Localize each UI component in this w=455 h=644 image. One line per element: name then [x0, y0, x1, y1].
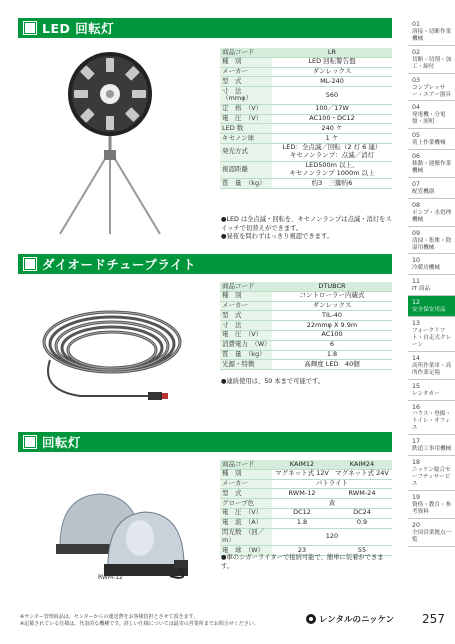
table-row: 閃光数 （回／m） 120 — [220, 528, 392, 546]
sidebar-item-12[interactable]: 12 安全保安用品 — [408, 296, 455, 317]
table-row: 寸 法 （mmφ） 560 — [220, 87, 392, 105]
note-line: ●車のシガーライターで接続可能で、簡単に装着ができます。 — [221, 554, 384, 570]
sidebar-item-05[interactable]: 05 荷上作業機械 — [408, 129, 455, 150]
section-title: LED 回転灯 — [42, 21, 115, 36]
sidebar-item-07[interactable]: 07 配管機器 — [408, 178, 455, 199]
table-row: 電 圧 （V） AC100 — [220, 330, 392, 340]
sidebar-item-16[interactable]: 16 ハウス・登揚・トイレ・オフィス — [408, 401, 455, 436]
rotating-spec-table — [220, 460, 392, 556]
sidebar-item-09[interactable]: 09 清掃・集塵・除湿用機械 — [408, 227, 455, 255]
note-line: ●LED は全点滅・回転を、キセノンランプは点滅・消灯をスイッチで切替えができます。 — [221, 216, 392, 232]
table-row: 発光方式 LED：全点滅／回転（2 灯 6 連） キセノンランプ：点滅／消灯 — [220, 143, 392, 161]
sidebar-item-03[interactable]: 03 コンプレッサー・エアー器具 — [408, 74, 455, 102]
table-row: 光源・特徴 高輝度 LED 40個 — [220, 360, 392, 370]
table-row: メーカー ダンレックス — [220, 301, 392, 311]
diode-tube-light-image — [20, 290, 200, 410]
table-row: 型 式 RWM-12 RWM-24 — [220, 489, 392, 499]
sidebar-item-11[interactable]: 11 IT 商品 — [408, 275, 455, 296]
sidebar-item-20[interactable]: 20 全国営業拠点一覧 — [408, 519, 455, 547]
table-row: 視認距離 LED500m 以上、 キセノンランプ 1000m 以上 — [220, 161, 392, 179]
table-row: 電 流 （A） 1.8 0.9 — [220, 518, 392, 528]
table-row: メーカー ダンレックス — [220, 67, 392, 77]
sidebar-item-10[interactable]: 10 冷暖房機械 — [408, 254, 455, 275]
sidebar-item-02[interactable]: 02 切断・切削・加工・締付 — [408, 46, 455, 74]
table-row: 電 球 （W） 23 55 — [220, 546, 392, 556]
table-row: 質 量 （kg） 1.8 — [220, 350, 392, 360]
logo-mark-icon — [306, 614, 316, 624]
sidebar-item-17[interactable]: 17 鉄道工事用機械 — [408, 435, 455, 456]
table-row: 型 式 ML-240 — [220, 77, 392, 87]
sidebar-item-19[interactable]: 19 資格・教育・参考資料 — [408, 491, 455, 519]
sidebar-item-18[interactable]: 18 ニッケン総合セーフティサービス — [408, 456, 455, 491]
tube-notes — [221, 378, 393, 387]
table-row: 消費電力 （W） 6 — [220, 340, 392, 350]
table-row: メーカー パトライト — [220, 479, 392, 489]
led-notes — [221, 216, 393, 242]
table-row: 商品コード KAIM12 KAIM24 — [220, 460, 392, 469]
section-title: ダイオードチューブライト — [42, 257, 197, 272]
led-rotating-light-image — [20, 44, 200, 240]
page-number: 257 — [422, 612, 445, 626]
table-row: 質 量 （kg） 約3 三脚約6 — [220, 179, 392, 189]
section-header-led — [18, 18, 392, 38]
table-row: 商品コード DTUBCR — [220, 282, 392, 291]
table-row: 電 圧 （V） DC12 DC24 — [220, 508, 392, 518]
product-caption: RWM-12 — [98, 574, 123, 581]
company-logo: レンタルのニッケン — [306, 613, 394, 625]
table-row: 電 圧 （V） AC100・DC12 — [220, 114, 392, 124]
rotating-light-image — [20, 476, 200, 586]
sidebar-item-06[interactable]: 06 移動・運搬作業機械 — [408, 150, 455, 178]
section-header-tube — [18, 254, 392, 274]
table-row: 種 別 マグネット式 12V マグネット式 24V — [220, 469, 392, 479]
table-row: LED 数 240 ケ — [220, 124, 392, 134]
table-row: 寸 法 22mmφ X 9.9m — [220, 321, 392, 331]
table-row: 商品コード LR — [220, 48, 392, 57]
footer-note-line: ※記載されている仕様は、代表的な機種です。詳しい仕様については最寄の営業所までお問合せください。 — [20, 621, 259, 627]
square-marker-icon — [24, 22, 36, 34]
table-row: グローブ色 黄 — [220, 499, 392, 509]
category-sidebar — [408, 18, 455, 547]
note-line: ●昼夜を問わずはっきり視認できます。 — [221, 233, 334, 240]
sidebar-item-04[interactable]: 04 発電機・分電盤・照明 — [408, 101, 455, 129]
led-spec-table — [220, 48, 392, 189]
sidebar-item-13[interactable]: 13 フォークリフト・自走式クレーン — [408, 317, 455, 352]
rotating-notes — [221, 554, 393, 571]
sidebar-item-15[interactable]: 15 レンタカー — [408, 380, 455, 401]
footer-notes — [20, 614, 280, 628]
section-header-rotating — [18, 432, 392, 452]
table-row: キセノン球 1 ケ — [220, 134, 392, 144]
sidebar-item-01[interactable]: 01 溶接・切断作業機械 — [408, 18, 455, 46]
section-title: 回転灯 — [42, 435, 82, 450]
square-marker-icon — [24, 436, 36, 448]
table-row: 定 格 （V） 100／17W — [220, 104, 392, 114]
sidebar-item-08[interactable]: 08 ポンプ・水処理機械 — [408, 199, 455, 227]
sidebar-item-14[interactable]: 14 高所作業車・高所作業足場 — [408, 352, 455, 380]
square-marker-icon — [24, 258, 36, 270]
tube-spec-table — [220, 282, 392, 370]
table-row: 種 別 LED 回転警告盤 — [220, 57, 392, 67]
note-line: ●連続使用は、50 本まで可能です。 — [221, 378, 325, 385]
table-row: 種 別 コントローラー内蔵式 — [220, 291, 392, 301]
footer-note-line: ※サンター管理商品は、センターからの運送費をお客様負担とさせて頂きます。 — [20, 614, 199, 620]
table-row: 型 式 TIL-40 — [220, 311, 392, 321]
